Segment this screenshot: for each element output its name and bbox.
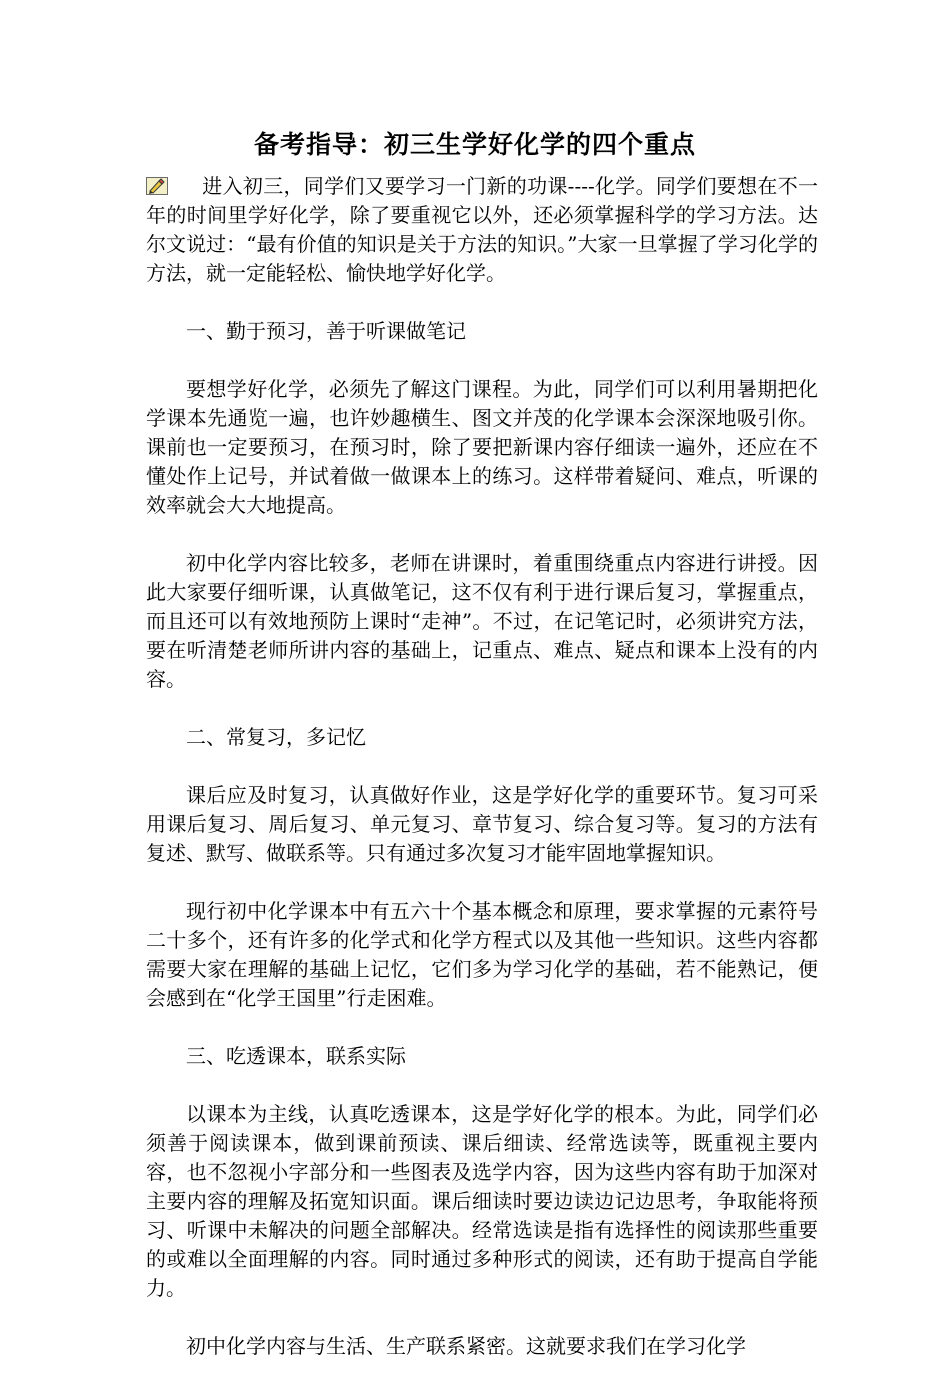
section-3-paragraph-1: 以课本为主线，认真吃透课本，这是学好化学的根本。为此，同学们必须善于阅读课本，做到课前预读、课后细读、经常选读等，既重视主要内容，也不忽视小字部分和一些图表及选学内容，因为这些内容有助于加深对主要内容的理解及拓宽知识面。课后细读时要边读边记边思考，争取能将预习、听课中未解决的问题全部解决。经常选读是指有选择性的阅读那些重要的或难以全面理解的内容。同时通过多种形式的阅读，还有助于提高自学能力。 <box>146 1102 818 1300</box>
pencil-document-icon <box>146 177 168 195</box>
intro-text: 进入初三，同学们又要学习一门新的功课----化学。同学们要想在不一年的时间里学好化学，除了要重视它以外，还必须掌握科学的学习方法。达尔文说过：“最有价值的知识是关于方法的知识。”大家一旦掌握了学习化学的方法，就一定能轻松、愉快地学好化学。 <box>146 174 818 285</box>
intro-paragraph <box>146 172 818 288</box>
section-heading-2: 二、常复习，多记忆 <box>186 725 366 749</box>
section-2-paragraph-2: 现行初中化学课本中有五六十个基本概念和原理，要求掌握的元素符号二十多个，还有许多的化学式和化学方程式以及其他一些知识。这些内容都需要大家在理解的基础上记忆，它们多为学习化学的基础，若不能熟记，便会感到在“化学王国里”行走困难。 <box>146 899 818 1010</box>
section-heading-1: 一、勤于预习，善于听课做笔记 <box>186 319 466 343</box>
section-1-paragraph-2: 初中化学内容比较多，老师在讲课时，着重围绕重点内容进行讲授。因此大家要仔细听课，认真做笔记，这不仅有利于进行课后复习，掌握重点，而且还可以有效地预防上课时“走神”。不过，在记笔记时，必须讲究方法，要在听清楚老师所讲内容的基础上，记重点、难点、疑点和课本上没有的内容。 <box>146 551 818 691</box>
section-1-paragraph-1: 要想学好化学，必须先了解这门课程。为此，同学们可以利用暑期把化学课本先通览一遍，也许妙趣横生、图文并茂的化学课本会深深地吸引你。课前也一定要预习，在预习时，除了要把新课内容仔细读一遍外，还应在不懂处作上记号，并试着做一做课本上的练习。这样带着疑问、难点，听课的效率就会大大地提高。 <box>146 377 818 517</box>
section-heading-3: 三、吃透课本，联系实际 <box>186 1044 406 1068</box>
document-title: 备考指导：初三生学好化学的四个重点 <box>253 130 696 159</box>
section-3-paragraph-2: 初中化学内容与生活、生产联系紧密。这就要求我们在学习化学 <box>186 1334 746 1358</box>
document-body <box>146 172 818 1390</box>
section-2-paragraph-1: 课后应及时复习，认真做好作业，这是学好化学的重要环节。复习可采用课后复习、周后复习、单元复习、章节复习、综合复习等。复习的方法有复述、默写、做联系等。只有通过多次复习才能牢固地掌握知识。 <box>146 783 818 865</box>
